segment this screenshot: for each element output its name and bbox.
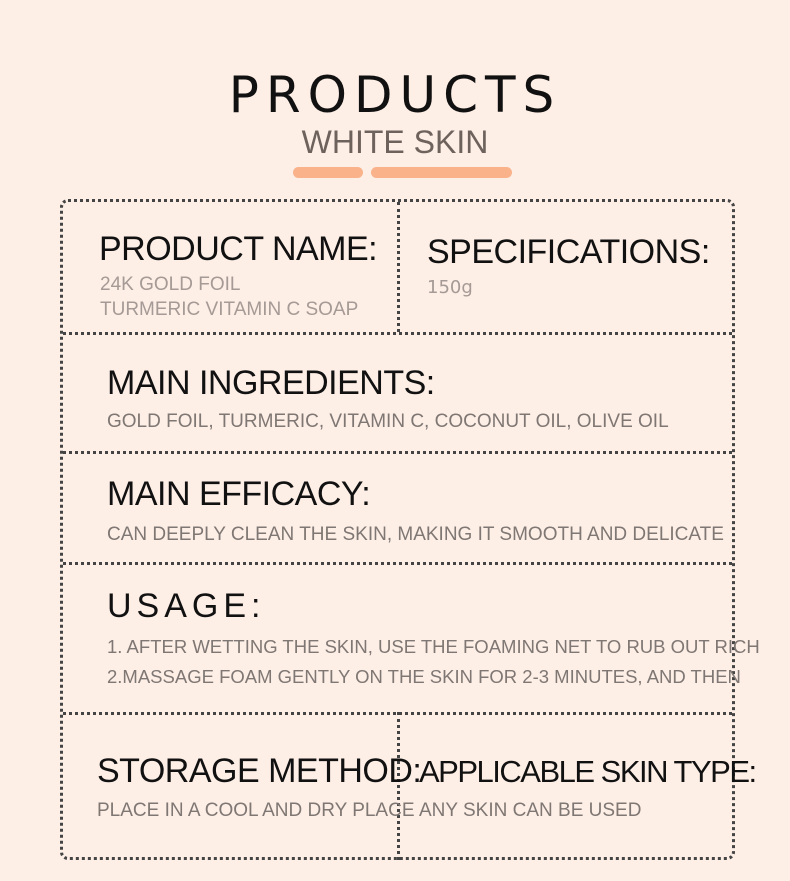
- specifications-label: SPECIFICATIONS:: [427, 233, 710, 271]
- row-divider: [63, 451, 732, 454]
- accent-bar-long: [371, 167, 512, 178]
- usage-label: USAGE:: [107, 587, 266, 625]
- row-divider: [63, 562, 732, 565]
- main-efficacy-label: MAIN EFFICACY:: [107, 475, 371, 513]
- column-divider: [397, 202, 400, 332]
- product-name-label: PRODUCT NAME:: [99, 230, 378, 268]
- product-name-line1: 24K GOLD FOIL: [100, 274, 241, 295]
- page-title: PRODUCTS: [228, 66, 562, 124]
- storage-method-label: STORAGE METHOD:: [97, 752, 422, 790]
- product-name-line2: TURMERIC VITAMIN C SOAP: [100, 299, 359, 320]
- main-ingredients-value: GOLD FOIL, TURMERIC, VITAMIN C, COCONUT OIL, OLIVE OIL: [107, 411, 669, 432]
- accent-bar-short: [293, 167, 363, 178]
- usage-line2: 2.MASSAGE FOAM GENTLY ON THE SKIN FOR 2-3 MINUTES, AND THEN: [107, 666, 741, 687]
- main-efficacy-value: CAN DEEPLY CLEAN THE SKIN, MAKING IT SMOOTH AND DELICATE: [107, 524, 724, 545]
- usage-line1: 1. AFTER WETTING THE SKIN, USE THE FOAMING NET TO RUB OUT RICH: [107, 636, 760, 657]
- applicable-skin-type-value: ANY SKIN CAN BE USED: [419, 800, 642, 821]
- applicable-skin-type-label: APPLICABLE SKIN TYPE:: [419, 754, 756, 789]
- page-subtitle: WHITE SKIN: [301, 124, 489, 160]
- row-divider: [63, 332, 732, 335]
- storage-method-value: PLACE IN A COOL AND DRY PLACE: [97, 800, 415, 821]
- main-ingredients-label: MAIN INGREDIENTS:: [107, 364, 435, 402]
- specifications-value: 150g: [427, 277, 473, 298]
- product-info-table: [60, 199, 760, 860]
